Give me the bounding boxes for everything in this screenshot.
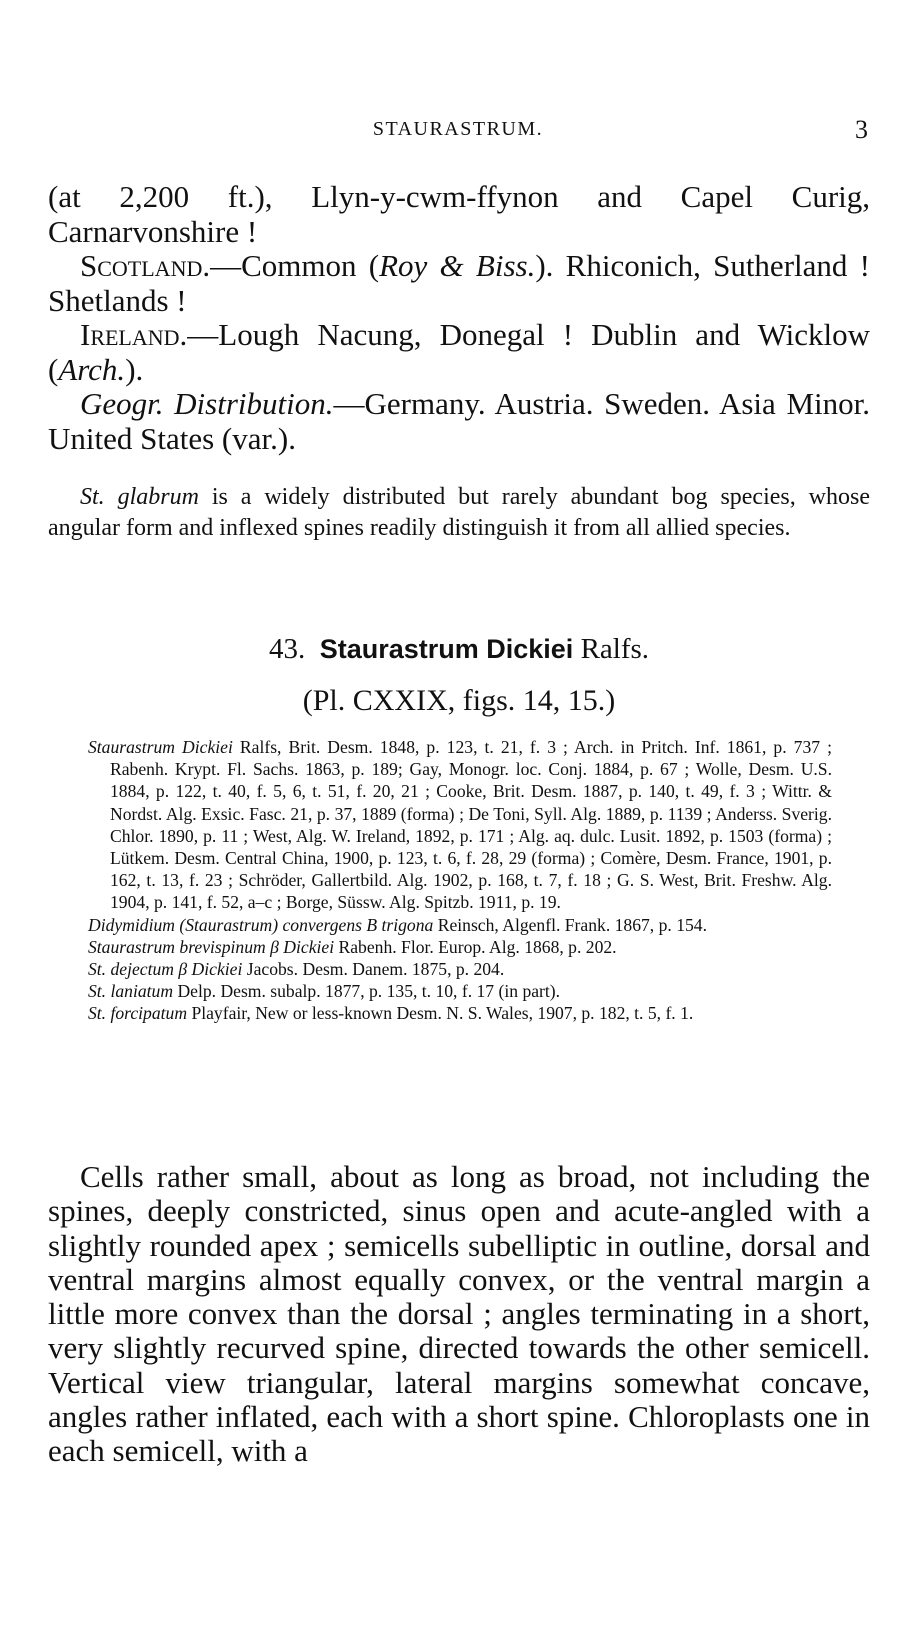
synonym-entry: Staurastrum brevispinum β Dickiei Rabenh. Flor. Europ. Alg. 1868, p. 202. [88, 936, 617, 957]
authority-citation: Roy & Biss. [379, 248, 536, 283]
geographic-distribution: Geogr. Distribution.—Germany. Austria. Sweden. Asia Minor. United States (var.). [48, 386, 870, 456]
ireland-locality: Ireland.—Lough Nacung, Donegal ! Dublin and Wicklow (Arch.). [48, 317, 870, 387]
region-label-ireland: Ireland. [80, 317, 188, 352]
synonym-entry: Staurastrum Dickiei Ralfs, Brit. Desm. 1848, p. 123, t. 21, f. 3 ; Arch. in Pritch. Inf. 1861, p. 737 ; Rabenh. Krypt. Fl. Sachs. 1863, p. 189; Gay, Monogr. loc. Conj. 1884, p. 67 ; Wolle, Desm. U.S. 1884, p. 122, t. 40, f. 5, 6, t. 51, f. 20, 21 ; Cooke, Brit. Desm. 1887, p. 140, t. 49, f. 3 ; Wittr. & Nordst. Alg. Exsic. Fasc. 21, p. 37, 1889 (forma) ; De Toni, Syll. Alg. 1889, p. 1139 ; Anderss. Sverig. Chlor. 1890, p. 11 ; West, Alg. W. Ireland, 1892, p. 171 ; Alg. aq. dulc. Lusit. 1892, p. 1503 (forma) ; Lütkem. Desm. Central China, 1900, p. 123, t. 6, f. 28, 29 (forma) ; Comère, Desm. France, 1901, p. 162, t. 13, f. 23 ; Schröder, Gallertbild. Alg. 1902, p. 168, t. 7, f. 18 ; G. S. West, Brit. Freshw. Alg. 1904, p. 141, f. 52, a–c ; Borge, Süssw. Alg. Spitzb. 1911, p. 19. [88, 737, 832, 913]
species-number: 43. [268, 633, 306, 665]
distribution-label: Geogr. Distribution. [80, 386, 334, 421]
region-label-scotland: Scotland. [80, 248, 211, 283]
plate-reference: (Pl. CXXIX, figs. 14, 15.) [302, 684, 616, 717]
page-number: 3 [855, 115, 868, 144]
species-description: Cells rather small, about as long as broad, not including the spines, deeply constricted, sinus open and acute-angled with a slightly rounded apex ; semicells subelliptic in outline, dorsal and ventral margins almost equally convex, or the ventral margin a little more convex than the dorsal ; angles terminating in a short, very slightly recurved spine, directed towards the other semicell. Vertical view triangular, lateral margins somewhat concave, angles rather inflated, each with a short spine. Chloroplasts one in each semicell, with a [48, 1159, 870, 1469]
synonymy-list [88, 736, 832, 1025]
page-header [48, 115, 868, 148]
authority-citation: Arch. [58, 351, 126, 387]
synonym-entry: St. dejectum β Dickiei Jacobs. Desm. Danem. 1875, p. 204. [88, 959, 505, 980]
synonym-entry: St. laniatum Delp. Desm. subalp. 1877, p. 135, t. 10, f. 17 (in part). [88, 981, 561, 1002]
scotland-locality: Scotland.—Common (Roy & Biss.). Rhiconich, Sutherland ! Shetlands ! [48, 248, 870, 318]
synonym-entry: Didymidium (Staurastrum) convergens B trigona Reinsch, Algenfl. Frank. 1867, p. 154. [88, 914, 707, 935]
species-author: Ralfs. [580, 633, 650, 665]
species-name: Staurastrum Dickiei [319, 634, 574, 664]
species-name-italic: St. glabrum [80, 484, 199, 510]
species-heading [48, 632, 870, 666]
locality-paragraphs [48, 180, 870, 456]
locality-continuation: (at 2,200 ft.), Llyn-y-cwm-ffynon and Capel Curig, Carnarvonshire ! [48, 179, 870, 249]
synonym-entry: St. forcipatum Playfair, New or less-known Desm. N. S. Wales, 1907, p. 182, t. 5, f. 1. [88, 1003, 694, 1024]
running-title: STAURASTRUM. [372, 118, 544, 140]
remark-paragraph: St. glabrum is a widely distributed but rarely abundant bog species, whose angular form and inflexed spines readily distinguish it from all allied species. [48, 484, 870, 541]
